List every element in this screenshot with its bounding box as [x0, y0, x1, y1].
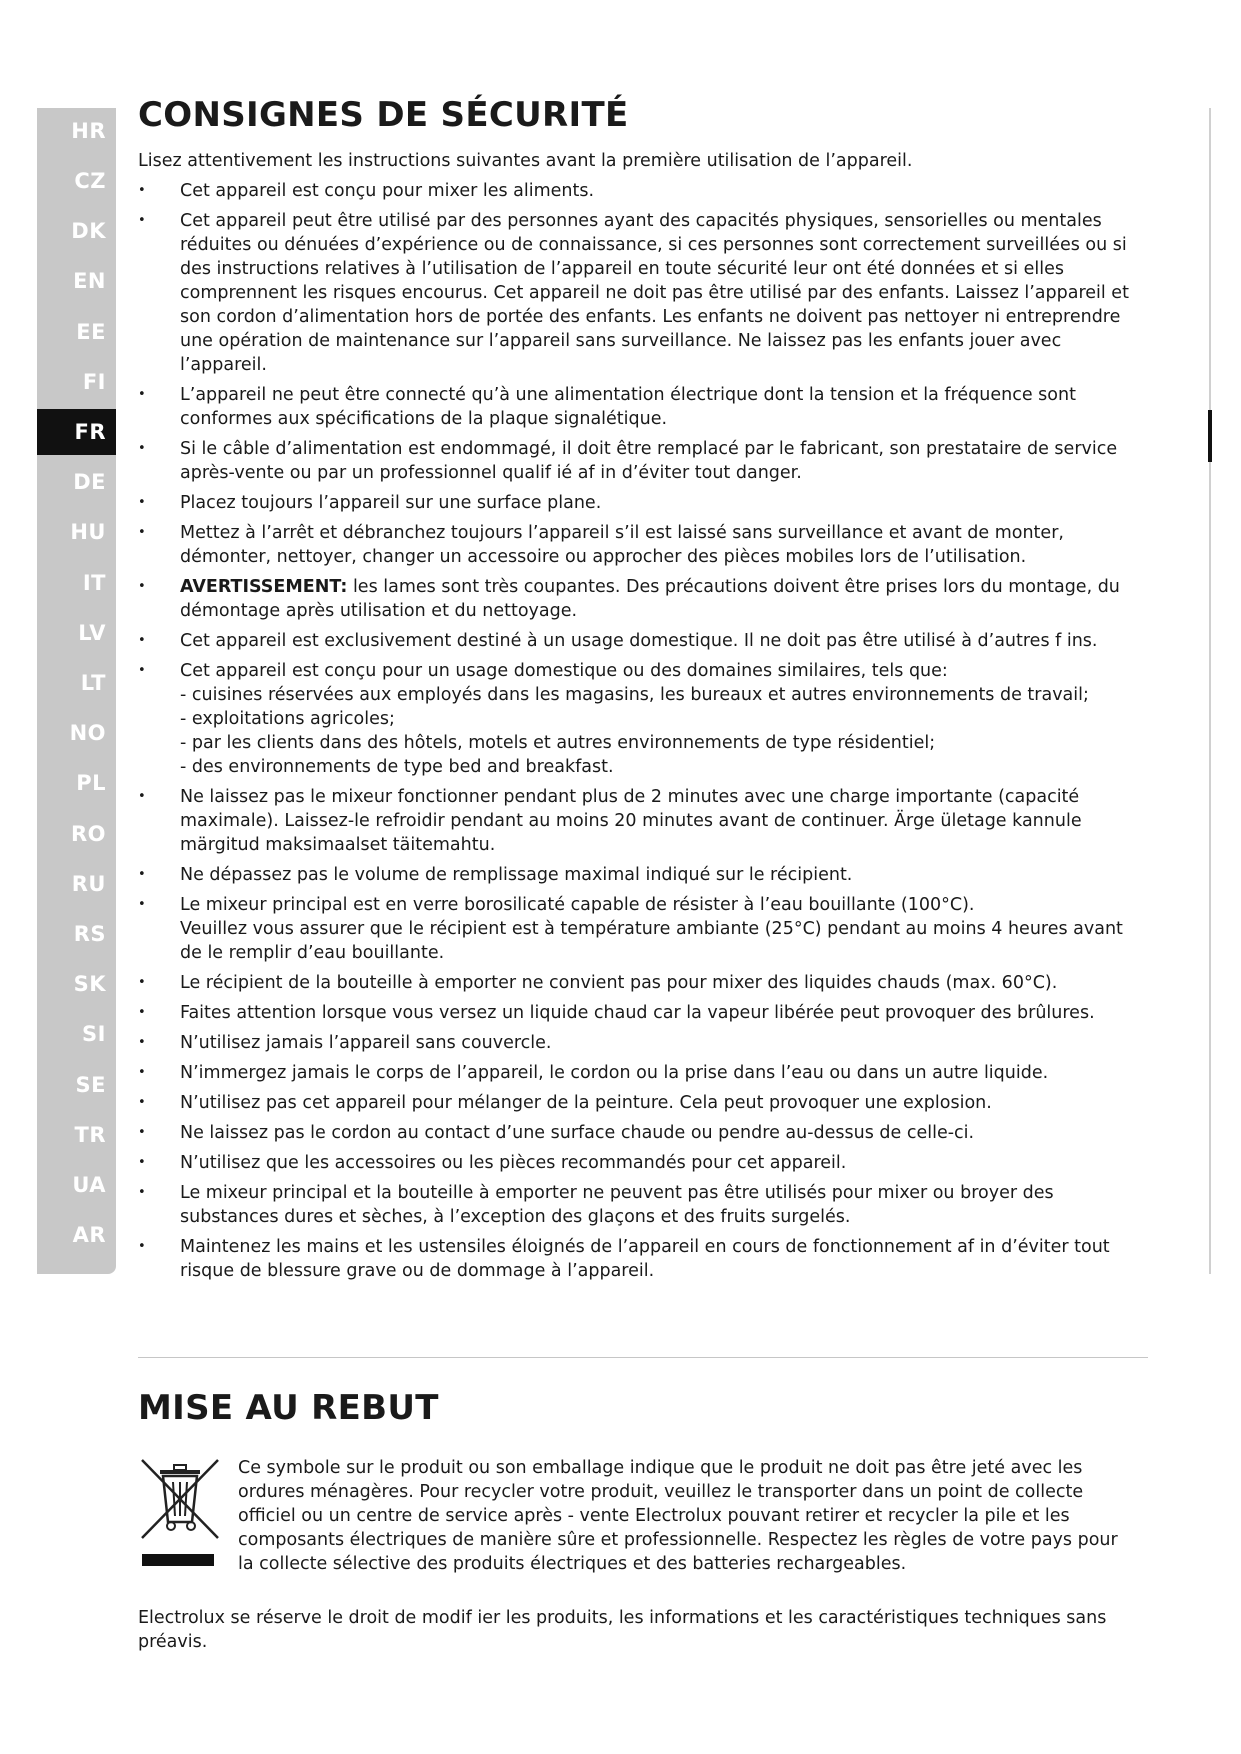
safety-intro: Lisez attentivement les instructions suivantes avant la première utilisation de l’appareil. — [138, 151, 913, 171]
disposal-title: MISE AU REBUT — [138, 1388, 439, 1428]
list-item: • N’utilisez pas cet appareil pour mélanger de la peinture. Cela peut provoquer une explosion. — [138, 1091, 1148, 1115]
list-item: • Ne laissez pas le cordon au contact d’une surface chaude ou pendre au-dessus de celle-ci. — [138, 1121, 1148, 1145]
list-item: • Ne dépassez pas le volume de remplissage maximal indiqué sur le récipient. — [138, 863, 1148, 887]
safety-list — [138, 179, 1148, 1283]
warning-label: AVERTISSEMENT: — [180, 577, 348, 597]
domestic-sub-item: - des environnements de type bed and breakfast. — [180, 757, 614, 777]
tab-language-ru[interactable]: RU — [71, 872, 106, 896]
safety-section — [138, 95, 1148, 1283]
tab-language-ee[interactable]: EE — [76, 320, 106, 344]
tab-language-hu[interactable]: HU — [70, 520, 106, 544]
tab-language-dk[interactable]: DK — [71, 219, 106, 243]
list-item: • Mettez à l’arrêt et débranchez toujours l’appareil s’il est laissé sans surveillance et avant de monter, démonter, nettoyer, changer un accessoire ou approcher des pièces mobiles lors de l’utilisation. — [138, 521, 1148, 569]
tab-language-si[interactable]: SI — [82, 1022, 106, 1046]
list-item: • Maintenez les mains et les ustensiles éloignés de l’appareil en cours de fonctionnement af in d’éviter tout risque de blessure grave ou de dommage à l’appareil. — [138, 1235, 1148, 1283]
list-item: • Faites attention lorsque vous versez un liquide chaud car la vapeur libérée peut provoquer des brûlures. — [138, 1001, 1148, 1025]
language-tabs — [37, 108, 116, 1274]
list-item: • Cet appareil peut être utilisé par des personnes ayant des capacités physiques, sensorielles ou mentales réduites ou dénuées d’expérience ou de connaissance, si ces personnes sont correctement surveillées ou si des instructions relatives à l’utilisation de l’appareil en toute sécurité leur ont été données et si elles comprennent les risques encourus. Cet appareil ne doit pas être utilisé par des enfants. Laissez l’appareil et son cordon d’alimentation hors de portée des enfants. Les enfants ne doivent pas nettoyer ni entreprendre une opération de maintenance sur l’appareil sans surveillance. Ne laissez pas les enfants jouer avec l’appareil. — [138, 209, 1148, 377]
tab-language-en[interactable]: EN — [73, 269, 106, 293]
list-item: • N’immergez jamais le corps de l’appareil, le cordon ou la prise dans l’eau ou dans un autre liquide. — [138, 1061, 1148, 1085]
domestic-intro: • Cet appareil est conçu pour un usage domestique ou des domaines similaires, tels que: — [180, 661, 948, 681]
domestic-sub-item: - exploitations agricoles; — [180, 709, 395, 729]
tab-language-ro[interactable]: RO — [70, 822, 106, 846]
section-divider — [138, 1357, 1148, 1358]
tab-language-sk[interactable]: SK — [73, 972, 106, 996]
tab-language-fr[interactable]: FR — [37, 409, 116, 455]
list-item: • Le mixeur principal et la bouteille à emporter ne peuvent pas être utilisés pour mixer ou broyer des substances dures et sèches, à l’exception des glaçons et des fruits surgelés. — [138, 1181, 1148, 1229]
tab-language-lt[interactable]: LT — [80, 671, 106, 695]
tab-language-pl[interactable]: PL — [76, 771, 106, 795]
tab-language-ua[interactable]: UA — [72, 1173, 106, 1197]
disposal-text: Ce symbole sur le produit ou son emballage indique que le produit ne doit pas être jeté avec les ordures ménagères. Pour recycler votre produit, veuillez le transporter dans un point de collecte officiel ou un centre de service après - vente Electrolux pouvant retirer et recycler la pile et les composants électriques de manière sûre et professionnelle. Respectez les règles de votre pays pour la collecte sélective des produits électriques et des batteries rechargeables. — [238, 1458, 1118, 1574]
page-edge-line — [1209, 108, 1211, 1274]
disposal-section — [138, 1388, 1148, 1654]
list-item: • Placez toujours l’appareil sur une surface plane. — [138, 491, 1148, 515]
list-item-domestic — [138, 659, 1148, 779]
list-item: • N’utilisez jamais l’appareil sans couvercle. — [138, 1031, 1148, 1055]
domestic-sub-item: - cuisines réservées aux employés dans les magasins, les bureaux et autres environnements de travail; — [180, 685, 1089, 705]
tab-language-de[interactable]: DE — [73, 470, 106, 494]
tab-language-hr[interactable]: HR — [71, 119, 106, 143]
disposal-row — [138, 1456, 1148, 1574]
list-item: • Cet appareil est exclusivement destiné à un usage domestique. Il ne doit pas être utilisé à d’autres f ins. — [138, 629, 1148, 653]
list-item: • L’appareil ne peut être connecté qu’à une alimentation électrique dont la tension et la fréquence sont conformes aux spécifications de la plaque signalétique. — [138, 383, 1148, 431]
list-item: • Si le câble d’alimentation est endommagé, il doit être remplacé par le fabricant, son prestataire de service après-vente ou par un professionnel qualif ié af in d’éviter tout danger. — [138, 437, 1148, 485]
tab-language-ar[interactable]: AR — [72, 1223, 106, 1247]
tab-language-tr[interactable]: TR — [74, 1123, 106, 1147]
tab-language-fi[interactable]: FI — [82, 370, 106, 394]
glass-line-2: Veuillez vous assurer que le récipient est à température ambiante (25°C) pendant au moins 4 heures avant de le remplir d’eau bouillante. — [180, 919, 1123, 963]
list-item-glass — [138, 893, 1148, 965]
footer-note: Electrolux se réserve le droit de modif ier les produits, les informations et les caractéristiques techniques sans préavis. — [138, 1608, 1107, 1652]
weee-crossed-bin-icon — [138, 1456, 222, 1574]
glass-line-1: • Le mixeur principal est en verre borosilicaté capable de résister à l’eau bouillante (100°C). — [180, 895, 975, 915]
list-item: • N’utilisez que les accessoires ou les pièces recommandés pour cet appareil. — [138, 1151, 1148, 1175]
list-item: • Cet appareil est conçu pour mixer les aliments. — [138, 179, 1148, 203]
tab-language-no[interactable]: NO — [69, 721, 106, 745]
tab-language-rs[interactable]: RS — [73, 922, 106, 946]
list-item: • Ne laissez pas le mixeur fonctionner pendant plus de 2 minutes avec une charge importante (capacité maximale). Laissez-le refroidir pendant au moins 20 minutes avant de continuer. Ärge ületage kannule märgitud maksimaalset täitemahtu. — [138, 785, 1148, 857]
tab-language-lv[interactable]: LV — [78, 621, 106, 645]
warning-text: les lames sont très coupantes. Des précautions doivent être prises lors du montage, du démontage après utilisation et du nettoyage. — [180, 577, 1120, 621]
domestic-sub-item: - par les clients dans des hôtels, motels et autres environnements de type résidentiel; — [180, 733, 936, 753]
tab-language-cz[interactable]: CZ — [74, 169, 106, 193]
tab-language-se[interactable]: SE — [75, 1073, 106, 1097]
tab-language-it[interactable]: IT — [82, 571, 106, 595]
safety-title: CONSIGNES DE SÉCURITÉ — [138, 95, 629, 135]
list-item: • Le récipient de la bouteille à emporter ne convient pas pour mixer des liquides chauds (max. 60°C). — [138, 971, 1148, 995]
list-item-warning — [138, 575, 1148, 623]
page-edge-marker — [1208, 410, 1212, 462]
